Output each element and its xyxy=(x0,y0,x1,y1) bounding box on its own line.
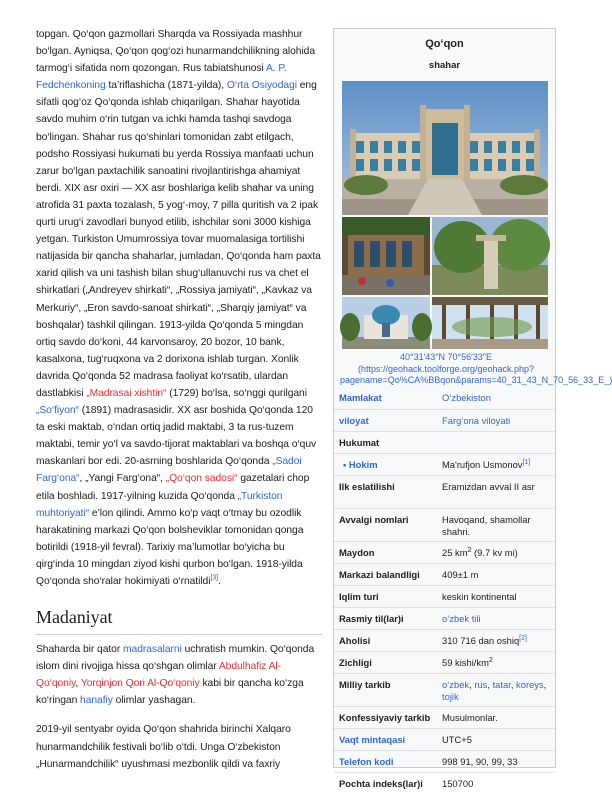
row-key: Ilk eslatilishi xyxy=(334,475,436,508)
reference-link[interactable]: [1] xyxy=(522,458,531,466)
link-madrasai-xishtin[interactable]: „Madrasai xishtin“ xyxy=(86,387,167,399)
row-value: 59 kishi/km xyxy=(442,656,489,668)
paragraph-text: eng sifatli qog‘oz Qo‘qonda ishlab chiqarilgan. Shahar hayotida savdo muhim o‘rin tutgan va ichki hamda tashqi savdoga bo‘lingan. Shahar rus qo‘shinlari tomonidan zabt etilgach, podsho Rossiyasi hukumati bu yerda Rossiya manfaati uchun zarur bo‘lgan paxtachilik sanoatini rivojlantirishga ahamiyat berdi. XIX asr oxiri — XX asr boshlariga kelib shahar va uning atrofida 31 paxta tozalash, 5 yog‘-moy, 7 pilla quritish va 2 ipak qurti urug‘i zavodlari bunyod etilib, ishchilar soni 3000 kishiga yetgan. Turkiston Umumrossiya tovar muomalasiga tortilishi natijasida bir qancha shaharlar, jumladan, Qo‘qonda ham paxta xarid qilish va uni tashish bilan shug‘ullanuvchi rus va chet el shirkatlari („Andreyev shirkati“, „Rossiya jamiyati“, „Kavkaz va Merkuriy“, „Eron savdo-sanoat shirkati“, „Sharqiy jamiyat“ va boshqalar) tashkil qilingan. 1913-yilda Qo‘qonda 5 mingdan ortiq savdo do‘koni, 44 karvonsaroy, 20 bozor, 10 bank, kasalxona, tug‘ruqxona va 2 dorixona ishlab turgan. Xonlik davrida Qo‘qonda 52 madrasa faoliyat ko‘rsatib, ulardan dastlabkisi xyxy=(36,80,321,399)
row-value: 150700 xyxy=(436,772,555,794)
paragraph-text: Shaharda bir qator xyxy=(36,644,124,656)
row-key: Aholisi xyxy=(334,629,436,651)
row-value: Ma'rufjon Usmonov xyxy=(442,458,523,470)
row-hukumat xyxy=(334,431,555,453)
ethnic-link[interactable]: koreys xyxy=(516,678,544,690)
separator: , xyxy=(543,678,547,690)
row-key: Iqlim turi xyxy=(334,585,436,607)
row-key: Zichligi xyxy=(334,651,436,673)
paragraph-text: kabi bir qancha ko‘zga ko‘ringan xyxy=(36,678,304,707)
link-sofiyon[interactable]: „So‘fiyon“ xyxy=(36,405,79,417)
infobox-subtitle: shahar xyxy=(428,60,461,71)
ethnic-link[interactable]: rus xyxy=(474,678,488,690)
row-telefon-kodi xyxy=(334,750,555,772)
paragraph-text: , „Yangi Farg‘ona“, xyxy=(79,473,166,485)
section-heading-madaniyat: Madaniyat xyxy=(36,606,322,635)
row-key: Avvalgi nomlari xyxy=(334,508,436,541)
link-orta-osiyo[interactable]: O‘rta Osiyodagi xyxy=(226,80,297,92)
row-aholisi xyxy=(334,629,555,651)
paragraph-text: (1891) madrasasidir. XX asr boshida Qo‘qonda 120 ta eski maktab, o‘ndan ortiq jadid maktabi, 3 ta rus-tuzem maktabi, temir yo‘l va savdo-tijorat maktablari va boshqa o‘quv maskanlari bor edi. 20-asrning boshlarida Qo‘qonda xyxy=(36,405,317,468)
bullet: • xyxy=(343,458,347,470)
row-konfessiya xyxy=(334,706,555,728)
infobox-title: Qoʻqon xyxy=(425,38,464,50)
palace-photo[interactable] xyxy=(342,81,548,215)
row-value-link[interactable]: Farg‘ona viloyati xyxy=(442,414,511,426)
row-markazi-balandligi xyxy=(334,563,555,585)
row-key: Hukumat xyxy=(334,431,555,453)
coordinates-link[interactable]: 40°31′43″N 70°56′33″E (https://geohack.toolforge.org/geohack.php?pagename=Qo%CA%BBqon&params=40_31_43_N_70_56_33_E_) xyxy=(340,352,612,386)
row-value-link[interactable]: oʻzbek tili xyxy=(442,612,481,624)
link-turkiston-muhtoriyati[interactable]: „Turkiston muhtoriyati“ xyxy=(36,490,283,519)
row-mamlakat xyxy=(334,387,555,409)
separator: , xyxy=(469,678,475,690)
row-ilk-eslatilishi xyxy=(334,475,555,508)
link-hanafiy[interactable]: hanafiy xyxy=(80,695,113,707)
separator: , xyxy=(487,678,493,690)
row-zichligi xyxy=(334,651,555,673)
link-fedchenko[interactable]: A. P. Fedchenkoning xyxy=(36,63,287,92)
row-key: Maydon xyxy=(334,541,436,563)
ethnic-link[interactable]: tojik xyxy=(442,690,459,702)
row-value: 998 91, 90, 99, 33 xyxy=(436,750,555,772)
row-value: 25 km xyxy=(442,546,468,558)
row-key[interactable]: viloyat xyxy=(334,409,436,431)
row-value: Havoqand, shamollar shahri. xyxy=(436,508,555,541)
row-value-link[interactable]: Oʻzbekiston xyxy=(442,392,491,403)
article-paragraph: 2019-yil sentyabr oyida Qo‘qon shahrida birinchi Xalqaro hunarmandchilik festivali bo‘lib o‘tdi. Unga O‘zbekiston „Hunarmandchilik“ uyushmasi mezbonlik qildi va faxriy xyxy=(36,724,291,770)
row-rasmiy-til xyxy=(334,607,555,629)
row-value: UTC+5 xyxy=(436,728,555,750)
paragraph-text: uchratish mumkin. Qo‘qonda islom dini rivojiga hissa qo‘shgan olimlar xyxy=(36,644,315,673)
ethnic-link[interactable]: tatar xyxy=(492,678,511,690)
colonnade-photo[interactable] xyxy=(432,297,548,349)
link-abdulhafiz[interactable]: Abdulhafiz Al-Qo‘qoniy xyxy=(36,661,281,690)
row-value: keskin kontinental xyxy=(436,585,555,607)
paragraph-text: e’lon qilindi. Ammo ko‘p vaqt o‘tmay bu ozodlik harakatining markazi Qo‘qon bolsheviklar tomonidan qonga botirildi (1918-yil fevral). Tarixiy ma’lumotlar bo‘yicha bu qirg‘inda 10 mingdan ziyod kishi qurbon bo‘lgan. 1918-yilda Qo‘qonda sho‘ralar hokimiyati o‘rnatildi xyxy=(36,507,304,587)
separator: , xyxy=(510,678,517,690)
row-milliy-tarkib xyxy=(334,673,555,706)
row-maydon xyxy=(334,541,555,563)
row-key: Pochta indeks(lar)i xyxy=(334,772,436,794)
article-paragraph xyxy=(36,26,322,590)
paragraph-text: . xyxy=(218,576,221,587)
link-sadoi-fargona[interactable]: „Sadoi Farg‘ona“ xyxy=(36,456,302,485)
superscript: 2 xyxy=(488,656,493,664)
reference-link[interactable]: [3] xyxy=(210,574,219,582)
mosque-photo[interactable] xyxy=(432,217,548,295)
row-key-hokim[interactable] xyxy=(334,453,436,475)
link-madrasalar[interactable]: madrasalarni xyxy=(123,644,182,656)
mausoleum-photo[interactable] xyxy=(342,297,430,349)
paragraph-text: topgan. Qo‘qon gazmollari Sharqda va Rossiyada mashhur bo‘lgan. Ayniqsa, Qo‘qon qog‘ozi hunarmandchilikning alohida tarmog‘i sifatida nom qozongan. Rus tabiatshunosi xyxy=(36,29,316,75)
paragraph-text: (1729) bo‘lsa, so‘nggi qurilgani xyxy=(166,387,307,399)
article-body xyxy=(36,26,322,773)
row-viloyat xyxy=(334,409,555,431)
ethnic-link[interactable]: oʻzbek xyxy=(442,678,470,690)
row-vaqt-mintaqasi xyxy=(334,728,555,750)
reference-link[interactable]: [2] xyxy=(519,634,527,642)
paragraph-text: ta’riflashicha (1871-yilda), xyxy=(105,80,227,92)
row-value: Eramizdan avval II asr xyxy=(436,475,555,508)
infobox xyxy=(333,28,612,789)
link-yorqinjon[interactable]: Yorqinjon Qori Al-Qo‘qoniy xyxy=(80,678,200,690)
row-key[interactable]: Mamlakat xyxy=(339,392,382,403)
row-key: Milliy tarkib xyxy=(334,673,436,706)
row-avvalgi-nomlari xyxy=(334,508,555,541)
row-key: Konfessiyaviy tarkib xyxy=(334,706,436,728)
row-value: 310 716 dan oshiq xyxy=(442,634,520,646)
row-value: 409±1 m xyxy=(436,563,555,585)
row-value: Musulmonlar. xyxy=(436,706,555,728)
row-iqlim-turi xyxy=(334,585,555,607)
row-key: Hokim xyxy=(348,458,378,470)
paragraph-text: , xyxy=(75,678,81,690)
row-key[interactable]: Vaqt mintaqasi xyxy=(334,728,436,750)
row-hokim xyxy=(334,453,555,475)
superscript: 2 xyxy=(467,546,472,554)
row-key: Rasmiy til(lar)i xyxy=(334,607,436,629)
row-pochta-indeksi xyxy=(334,772,555,794)
article-paragraph xyxy=(36,641,322,709)
paragraph-text: gazetalari chop etila boshladi. 1917-yilning kuzida Qo‘qonda xyxy=(36,473,310,502)
paragraph-text: olimlar yashagan. xyxy=(112,695,196,707)
row-key[interactable]: Telefon kodi xyxy=(334,750,436,772)
courtyard-photo[interactable] xyxy=(342,217,430,295)
row-key: Markazi balandligi xyxy=(334,563,436,585)
infobox-facts-table xyxy=(334,387,555,794)
row-value: (9.7 kv mi) xyxy=(471,546,518,558)
link-qoqon-sadosi[interactable]: „Qo‘qon sadosi“ xyxy=(165,473,238,485)
